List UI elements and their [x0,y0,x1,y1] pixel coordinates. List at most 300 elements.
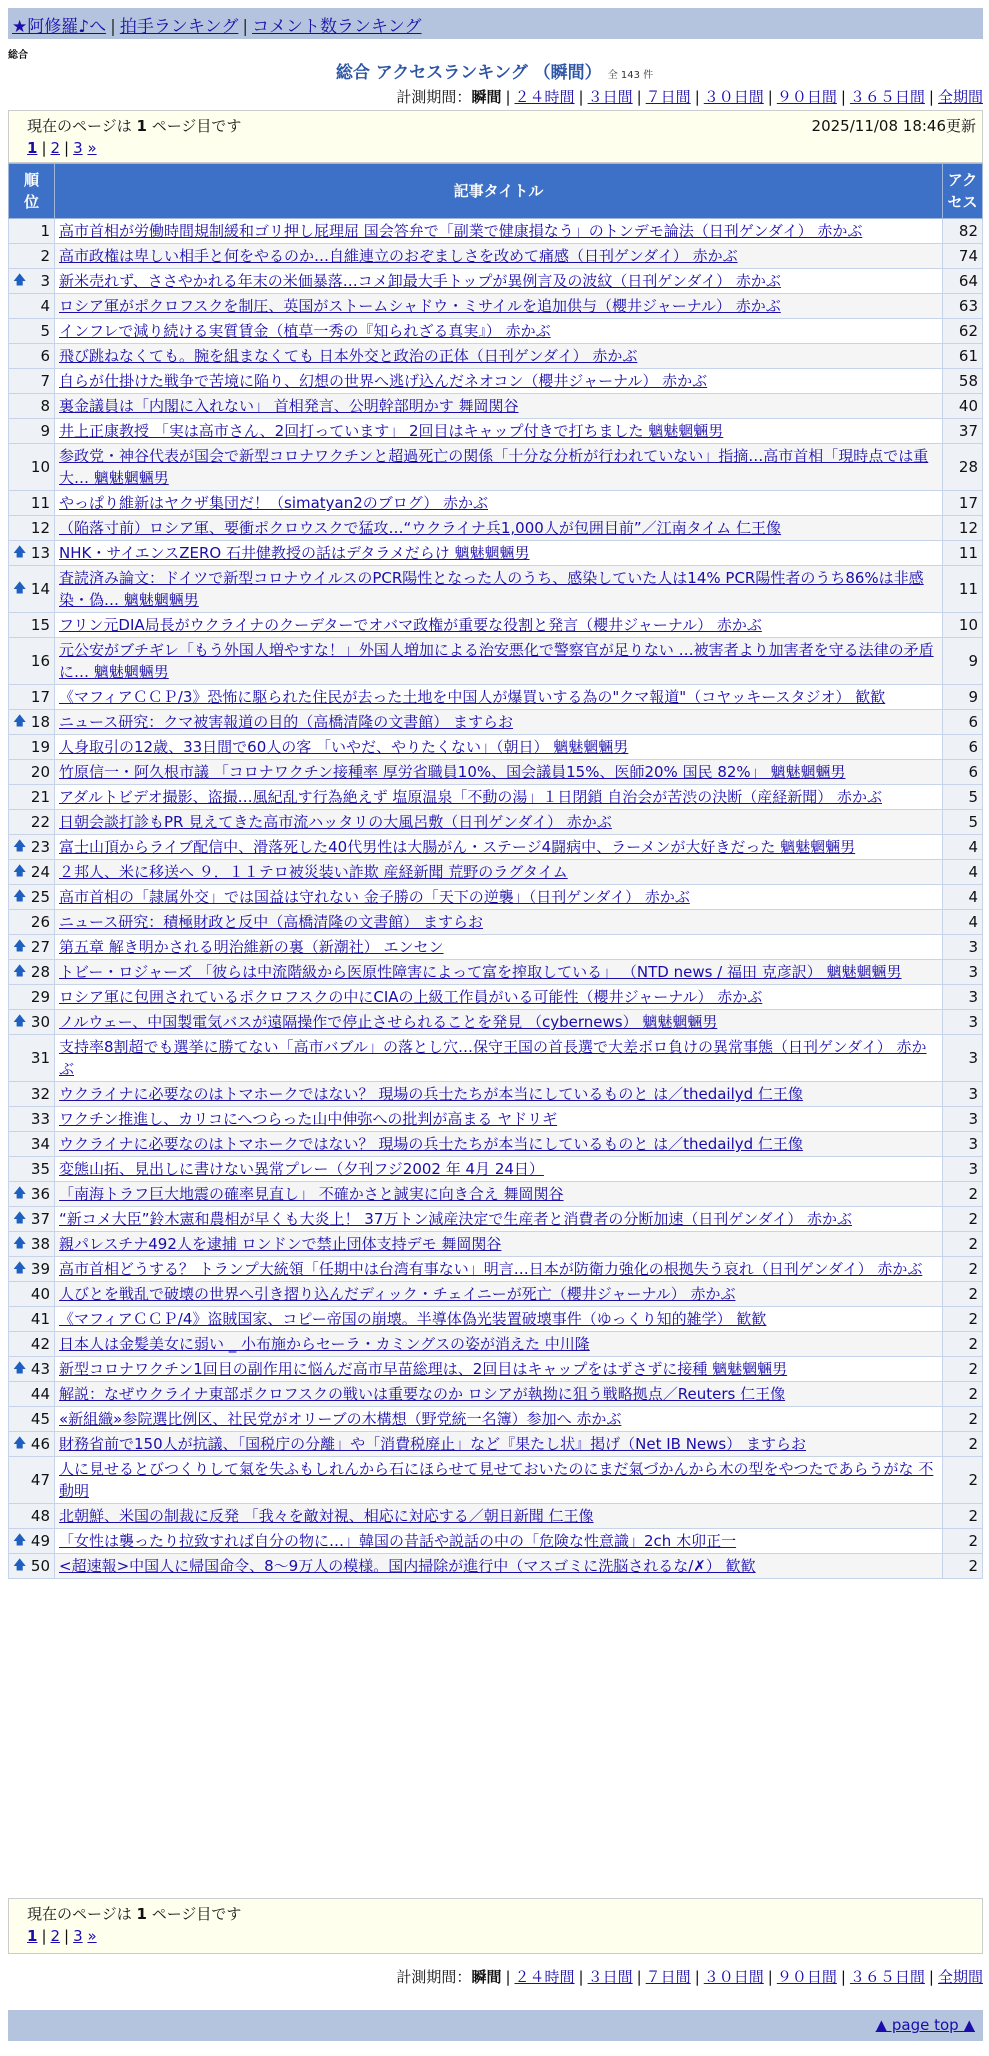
rank-number: 30 [30,1013,50,1031]
title-cell [55,394,943,419]
access-count: 5 [943,785,983,810]
article-link[interactable]: 高市政権は卑しい相手と何をやるのか…自維連立のおぞましさを改めて痛感（日刊ゲンダイ） 赤かぶ [59,247,738,265]
title-cell [55,1157,943,1182]
table-row [9,1257,983,1282]
period-link-24h[interactable]: ２４時間 [514,88,575,106]
access-count: 9 [943,685,983,710]
rank-number: 12 [30,519,50,537]
article-link[interactable]: 人身取引の12歳、33日間で60人の客 「いやだ、やりたくない」（朝日） 魑魅魍魎男 [59,738,629,756]
period-link-30d[interactable]: ３０日間 [703,88,764,106]
rank-number: 25 [30,888,50,906]
article-link[interactable]: ロシア軍がポクロフスクを制圧、英国がストームシャドウ・ミサイルを追加供与（櫻井ジャーナル） 赤かぶ [59,297,781,315]
current-page-post: ページ目です [151,117,242,135]
table-row [9,1082,983,1107]
page-link-2[interactable]: 2 [50,1927,61,1945]
title-cell [55,1332,943,1357]
nav-link-comment-ranking[interactable]: コメント数ランキング [252,17,422,37]
pagination [27,1927,97,1945]
up-arrow-icon: 🡅 [13,1533,27,1548]
rank-cell [9,369,55,394]
rank-number: 32 [30,1085,50,1103]
rank-cell [9,1010,55,1035]
period-current: 瞬間 [471,1968,502,1986]
table-row [9,1432,983,1457]
title-cell [55,294,943,319]
header-title: 記事タイトル [55,164,943,219]
access-count: 2 [943,1257,983,1282]
rank-number: 31 [30,1049,50,1067]
table-row [9,1132,983,1157]
access-count: 2 [943,1307,983,1332]
period-separator: | [636,1968,642,1986]
rank-cell [9,735,55,760]
title-cell [55,1035,943,1082]
period-separator: | [840,88,846,106]
table-row [9,1357,983,1382]
title-cell [55,1257,943,1282]
rank-number: 18 [30,713,50,731]
nav-separator: | [242,17,249,37]
rank-number: 13 [30,544,50,562]
rank-number: 7 [40,372,50,390]
article-link[interactable]: 北朝鮮、米国の制裁に反発 「我々を敵対視、相応に対応する／朝日新聞 仁王像 [59,1507,594,1525]
article-link[interactable]: 査読済み論文：ドイツで新型コロナウイルスのPCR陽性となった人のうち、感染していた人は14% PCR陽性者のうち86%は非感染・偽… 魑魅魍魎男 [59,569,924,609]
article-link[interactable]: 人びとを戦乱で破壊の世界へ引き摺り込んだディック・チェイニーが死亡（櫻井ジャーナル） 赤かぶ [59,1285,736,1303]
current-page-number: 1 [136,1905,147,1923]
pager-separator: | [64,139,70,157]
article-link[interactable]: やっぱり維新はヤクザ集団だ！（simatyan2のブログ） 赤かぶ [59,494,489,512]
title-cell [55,860,943,885]
title-cell [55,835,943,860]
page-link-2[interactable]: 2 [50,139,61,157]
page-link-1[interactable]: 1 [27,139,38,157]
period-link-365d[interactable]: ３６５日間 [849,1968,925,1986]
page-link-3[interactable]: 3 [73,1927,83,1945]
rank-number: 41 [30,1310,50,1328]
rank-cell [9,1382,55,1407]
rank-cell [9,1132,55,1157]
table-row [9,219,983,244]
table-row [9,1332,983,1357]
access-count: 4 [943,910,983,935]
current-page-number: 1 [136,117,147,135]
period-link-3d[interactable]: ３日間 [587,88,633,106]
article-link[interactable]: 元公安がブチギレ「もう外国人増やすな！」外国人増加による治安悪化で警察官が足りない …被害者より加害者を守る法律の矛盾に… 魑魅魍魎男 [59,641,934,681]
access-count: 6 [943,760,983,785]
title-cell [55,1010,943,1035]
rank-number: 24 [30,863,50,881]
access-count: 3 [943,1157,983,1182]
article-link[interactable]: ウクライナに必要なのはトマホークではない？ 現場の兵士たちが本当にしているものと は／thedailyd 仁王像 [59,1085,803,1103]
rank-number: 1 [40,222,50,240]
article-link[interactable]: （陥落寸前）ロシア軍、要衝ポクロウスクで猛攻…“ウクライナ兵1,000人が包囲目前”／江南タイム 仁王像 [59,519,782,537]
article-link[interactable]: ニュース研究：クマ被害報道の目的（高橋清隆の文書館） ますらお [59,713,514,731]
period-link-365d[interactable]: ３６５日間 [849,88,925,106]
rank-cell [9,960,55,985]
ranking-table [8,163,983,1579]
period-separator: | [578,88,584,106]
article-link[interactable]: フリン元DIA局長がウクライナのクーデターでオバマ政権が重要な役割と発言（櫻井ジャーナル） 赤かぶ [59,616,762,634]
article-link[interactable]: 支持率8割超でも選挙に勝てない「高市バブル」の落とし穴…保守王国の首長選で大差ボロ負けの異常事態（日刊ゲンダイ） 赤かぶ [59,1038,927,1078]
header-count: アクセス [943,164,983,219]
rank-number: 48 [30,1507,50,1525]
rank-number: 35 [30,1160,50,1178]
bottom-bar [8,2010,983,2041]
article-link[interactable]: 高市首相どうする？ トランプ大統領「任期中は台湾有事ない」明言…日本が防衛力強化の根拠失う哀れ（日刊ゲンダイ） 赤かぶ [59,1260,923,1278]
title-cell [55,1182,943,1207]
rank-cell [9,1504,55,1529]
pager-separator: | [64,1927,70,1945]
title-cell [55,885,943,910]
article-link[interactable]: NHK・サイエンスZERO 石井健教授の話はデタラメだらけ 魑魅魍魎男 [59,544,530,562]
rank-cell [9,785,55,810]
title-cell [55,1432,943,1457]
rank-number: 39 [30,1260,50,1278]
article-link[interactable]: «新組織»参院選比例区、社民党がオリーブの木構想（野党統一名簿）参加へ 赤かぶ [59,1410,622,1428]
current-page-text [27,1903,241,1924]
rank-number: 3 [40,272,50,290]
rank-number: 49 [30,1532,50,1550]
period-selector-bottom [396,1966,983,1987]
access-count: 2 [943,1554,983,1579]
table-row [9,1282,983,1307]
rank-cell [9,294,55,319]
article-link[interactable]: 井上正康教授 「実は高市さん、2回打っています」 2回目はキャップ付きで打ちました 魑魅魍魎男 [59,422,724,440]
article-link[interactable]: 人に見せるとびつくりして氣を失ふもしれんから石にほらせて見せておいたのにまだ氣づかんから木の型をやつたであらうがな 不動明 [59,1460,934,1500]
period-separator: | [767,88,773,106]
access-count: 3 [943,1010,983,1035]
article-link[interactable]: 富士山頂からライブ配信中、滑落死した40代男性は大腸がん・ステージ4闘病中、ラーメンが大好きだった 魑魅魍魎男 [59,838,856,856]
table-row [9,1207,983,1232]
title-cell [55,960,943,985]
current-page-pre: 現在のページは [27,117,132,135]
up-arrow-icon: 🡅 [13,1186,27,1201]
title-cell [55,1457,943,1504]
rank-number: 23 [30,838,50,856]
article-link[interactable]: 高市首相の「隷属外交」では国益は守れない 金子勝の「天下の逆襲」（日刊ゲンダイ） 赤かぶ [59,888,690,906]
nav-link-asyura[interactable]: ★阿修羅♪へ [12,17,107,37]
article-link[interactable]: 自らが仕掛けた戦争で苦境に陥り、幻想の世界へ逃げ込んだネオコン（櫻井ジャーナル） 赤かぶ [59,372,708,390]
access-count: 2 [943,1282,983,1307]
table-header-row [9,164,983,219]
rank-cell [9,1107,55,1132]
up-arrow-icon: 🡅 [13,939,27,954]
up-arrow-icon: 🡅 [13,1436,27,1451]
rank-cell [9,1554,55,1579]
title-cell [55,1407,943,1432]
rank-number: 45 [30,1410,50,1428]
rank-cell [9,1232,55,1257]
rank-number: 6 [40,347,50,365]
period-label: 計測期間： [396,1968,472,1986]
rank-number: 4 [40,297,50,315]
table-row [9,1010,983,1035]
current-page-post: ページ目です [151,1905,242,1923]
up-arrow-icon: 🡅 [13,545,27,560]
rank-cell [9,219,55,244]
rank-number: 28 [30,963,50,981]
article-link[interactable]: ニュース研究：積極財政と反中（高橋清隆の文書館） ますらお [59,913,484,931]
title-cell [55,935,943,960]
period-link-90d[interactable]: ９０日間 [776,88,837,106]
page-title [0,58,989,83]
title-cell [55,785,943,810]
rank-number: 38 [30,1235,50,1253]
updated-timestamp: 2025/11/08 18:46更新 [811,117,976,135]
article-link[interactable]: 参政党・神谷代表が国会で新型コロナワクチンと超過死亡の関係「十分な分析が行われていない」指摘…高市首相「現時点では重大… 魑魅魍魎男 [59,447,929,487]
title-cell [55,910,943,935]
title-cell [55,613,943,638]
article-link[interactable]: 飛び跳ねなくても。腕を組まなくても 日本外交と政治の正体（日刊ゲンダイ） 赤かぶ [59,347,638,365]
table-row [9,394,983,419]
article-link[interactable]: <超速報>中国人に帰国命令、8～9万人の模様。国内掃除が進行中（マスゴミに洗脳されるな/✗） 歓歓 [59,1557,756,1575]
up-arrow-icon: 🡅 [13,1014,27,1029]
access-count: 3 [943,985,983,1010]
article-link[interactable]: ワクチン推進し、カリコにへつらった山中伸弥への批判が高まる ヤドリギ [59,1110,558,1128]
rank-cell [9,835,55,860]
next-page-link[interactable]: » [87,1927,97,1945]
rank-cell [9,1082,55,1107]
article-link[interactable]: 《マフィアＣＣＰ/4》盗賊国家、コピー帝国の崩壊。半導体偽光装置破壊事件（ゆっくり知的雑学） 歓歓 [59,1310,767,1328]
up-arrow-icon: 🡅 [13,1236,27,1251]
title-cell [55,1357,943,1382]
access-count: 3 [943,1082,983,1107]
rank-cell [9,685,55,710]
access-count: 12 [943,516,983,541]
access-count: 2 [943,1504,983,1529]
access-count: 10 [943,613,983,638]
rank-cell [9,1529,55,1554]
period-link-7d[interactable]: ７日間 [645,1968,691,1986]
title-cell [55,244,943,269]
table-row [9,1407,983,1432]
period-separator: | [694,1968,700,1986]
rank-number: 5 [40,322,50,340]
up-arrow-icon: 🡅 [13,864,27,879]
table-row [9,1529,983,1554]
article-link[interactable]: アダルトビデオ撮影、盗撮…風紀乱す行為絶えず 塩原温泉「不動の湯」１日閉鎖 自治会が苦渋の決断（産経新聞） 赤かぶ [59,788,882,806]
access-count: 3 [943,1107,983,1132]
title-cell [55,710,943,735]
access-count: 82 [943,219,983,244]
rank-number: 26 [30,913,50,931]
article-link[interactable]: インフレで減り続ける実質賃金（植草一秀の『知られざる真実』） 赤かぶ [59,322,551,340]
title-cell [55,1529,943,1554]
up-arrow-icon: 🡅 [13,1558,27,1573]
rank-number: 47 [30,1471,50,1489]
title-cell [55,638,943,685]
article-link[interactable]: ノルウェー、中国製電気バスが遠隔操作で停止させられることを発見 （cybernews） 魑魅魍魎男 [59,1013,718,1031]
period-separator: | [767,1968,773,1986]
rank-number: 42 [30,1335,50,1353]
article-link[interactable]: 変態山拓、見出しに書けない異常プレー（夕刊フジ2002 年 4月 24日） [59,1160,544,1178]
nav-link-applause-ranking[interactable]: 拍手ランキング [119,17,239,37]
ranking-title: 総合 アクセスランキング （瞬間） [335,63,602,83]
table-row [9,1232,983,1257]
rank-number: 40 [30,1285,50,1303]
rank-cell [9,1257,55,1282]
period-link-3d[interactable]: ３日間 [587,1968,633,1986]
table-row [9,885,983,910]
ranking-body [9,219,983,1579]
pager-separator: | [41,1927,47,1945]
access-count: 64 [943,269,983,294]
article-link[interactable]: 高市首相が労働時間規制緩和ゴリ押し屁理屈 国会答弁で「副業で健康損なう」のトンデモ論法（日刊ゲンダイ） 赤かぶ [59,222,863,240]
rank-number: 44 [30,1385,50,1403]
rank-cell [9,1282,55,1307]
rank-cell [9,935,55,960]
article-link[interactable]: ２邦人、米に移送へ ９．１１テロ被災装い詐欺 産経新聞 荒野のラグタイム [59,863,568,881]
title-cell [55,1107,943,1132]
category-label: 総合 [8,50,28,61]
rank-number: 43 [30,1360,50,1378]
access-count: 3 [943,960,983,985]
title-cell [55,319,943,344]
rank-number: 9 [40,422,50,440]
up-arrow-icon: 🡅 [13,581,27,596]
title-cell [55,1232,943,1257]
title-cell [55,491,943,516]
access-count: 37 [943,419,983,444]
access-count: 6 [943,735,983,760]
rank-cell [9,269,55,294]
table-row [9,319,983,344]
rank-cell [9,1182,55,1207]
table-row [9,685,983,710]
rank-number: 22 [30,813,50,831]
period-link-all[interactable]: 全期間 [937,1968,983,1986]
top-navigation [8,8,983,39]
pagination [27,139,97,157]
article-link[interactable]: 第五章 解き明かされる明治維新の裏（新潮社） エンセン [59,938,444,956]
period-link-90d[interactable]: ９０日間 [776,1968,837,1986]
period-link-30d[interactable]: ３０日間 [703,1968,764,1986]
rank-cell [9,319,55,344]
article-link[interactable]: 財務省前で150人が抗議、「国税庁の分離」や「消費税廃止」など『果たし状』掲げ（Net IB News） ますらお [59,1435,807,1453]
article-link[interactable]: 日朝会談打診もPR 見えてきた高市流ハッタリの大風呂敷（日刊ゲンダイ） 赤かぶ [59,813,612,831]
rank-cell [9,541,55,566]
period-current: 瞬間 [471,88,502,106]
table-row [9,1307,983,1332]
article-link[interactable]: 解説：なぜウクライナ東部ポクロフスクの戦いは重要なのか ロシアが執拗に狙う戦略拠点／Reuters 仁王像 [59,1385,786,1403]
page-link-3[interactable]: 3 [73,139,83,157]
access-count: 3 [943,1035,983,1082]
rank-number: 33 [30,1110,50,1128]
period-link-all[interactable]: 全期間 [937,88,983,106]
up-arrow-icon: 🡅 [13,889,27,904]
title-cell [55,1382,943,1407]
article-link[interactable]: 「南海トラフ巨大地震の確率見直し」 不確かさと誠実に向き合え 舞岡関谷 [59,1185,564,1203]
article-link[interactable]: 竹原信一・阿久根市議 「コロナワクチン接種率 厚労省職員10%、国会議員15%、医師20% 国民 82%」 魑魅魍魎男 [59,763,846,781]
access-count: 2 [943,1332,983,1357]
page-info-bottom [8,1898,983,1954]
rank-cell [9,444,55,491]
article-link[interactable]: ウクライナに必要なのはトマホークではない？ 現場の兵士たちが本当にしているものと は／thedailyd 仁王像 [59,1135,803,1153]
current-page-pre: 現在のページは [27,1905,132,1923]
article-link[interactable]: “新コメ大臣”鈴木憲和農相が早くも大炎上！ 37万トン減産決定で生産者と消費者の分断加速（日刊ゲンダイ） 赤かぶ [59,1210,852,1228]
article-link[interactable]: 「女性は襲ったり拉致すれば自分の物に…」韓国の昔話や説話の中の「危険な性意識」2ch 木卯正一 [59,1532,737,1550]
rank-number: 27 [30,938,50,956]
article-link[interactable]: 新型コロナワクチン1回目の副作用に悩んだ高市早苗総理は、2回目はキャップをはずさずに接種 魑魅魍魎男 [59,1360,788,1378]
title-cell [55,735,943,760]
pager-separator: | [41,139,47,157]
period-separator: | [636,88,642,106]
table-row [9,1504,983,1529]
up-arrow-icon: 🡅 [13,1261,27,1276]
article-link[interactable]: トビー・ロジャーズ 「彼らは中流階級から医原性障害によって富を搾取している」 （NTD news / 福田 克彦訳） 魑魅魍魎男 [59,963,902,981]
access-count: 58 [943,369,983,394]
period-separator: | [928,88,934,106]
access-count: 2 [943,1407,983,1432]
page-top-link[interactable]: ▲ page top ▲ [875,2016,975,2034]
rank-cell [9,1407,55,1432]
article-link[interactable]: 《マフィアＣＣＰ/3》恐怖に駆られた住民が去った土地を中国人が爆買いする為の"クマ報道"（コヤッキースタジオ） 歓歓 [59,688,886,706]
rank-number: 17 [30,688,50,706]
rank-number: 15 [30,616,50,634]
rank-number: 34 [30,1135,50,1153]
rank-number: 20 [30,763,50,781]
access-count: 4 [943,835,983,860]
up-arrow-icon: 🡅 [13,964,27,979]
table-row [9,369,983,394]
table-row [9,638,983,685]
access-count: 9 [943,638,983,685]
next-page-link[interactable]: » [87,139,97,157]
table-row [9,960,983,985]
table-row [9,1157,983,1182]
page-link-1[interactable]: 1 [27,1927,38,1945]
rank-cell [9,985,55,1010]
rank-number: 50 [30,1557,50,1575]
table-row [9,1554,983,1579]
article-link[interactable]: 裏金議員は「内閣に入れない」 首相発言、公明幹部明かす 舞岡関谷 [59,397,519,415]
table-row [9,735,983,760]
title-cell [55,685,943,710]
rank-cell [9,1157,55,1182]
access-count: 3 [943,935,983,960]
access-count: 28 [943,444,983,491]
rank-cell [9,344,55,369]
rank-cell [9,394,55,419]
article-link[interactable]: ロシア軍に包囲されているポクロフスクの中にCIAの上級工作員がいる可能性（櫻井ジャーナル） 赤かぶ [59,988,763,1006]
table-row [9,860,983,885]
up-arrow-icon: 🡅 [13,839,27,854]
article-link[interactable]: 新米売れず、ささやかれる年末の米価暴落…コメ卸最大手トップが異例言及の波紋（日刊ゲンダイ） 赤かぶ [59,272,781,290]
access-count: 2 [943,1182,983,1207]
rank-cell [9,419,55,444]
period-link-24h[interactable]: ２４時間 [514,1968,575,1986]
rank-cell [9,910,55,935]
article-link[interactable]: 親パレスチナ492人を逮捕 ロンドンで禁止団体支持デモ 舞岡関谷 [59,1235,502,1253]
access-count: 2 [943,1357,983,1382]
article-link[interactable]: 日本人は金髪美女に弱い _ 小布施からセーラ・カミングスの姿が消えた 中川隆 [59,1335,590,1353]
access-count: 2 [943,1432,983,1457]
table-row [9,985,983,1010]
title-cell [55,1132,943,1157]
rank-number: 14 [30,580,50,598]
table-row [9,344,983,369]
rank-cell [9,1035,55,1082]
table-row [9,785,983,810]
access-count: 2 [943,1207,983,1232]
access-count: 11 [943,566,983,613]
title-cell [55,1504,943,1529]
title-cell [55,760,943,785]
access-count: 61 [943,344,983,369]
title-cell [55,344,943,369]
period-link-7d[interactable]: ７日間 [645,88,691,106]
table-row [9,491,983,516]
